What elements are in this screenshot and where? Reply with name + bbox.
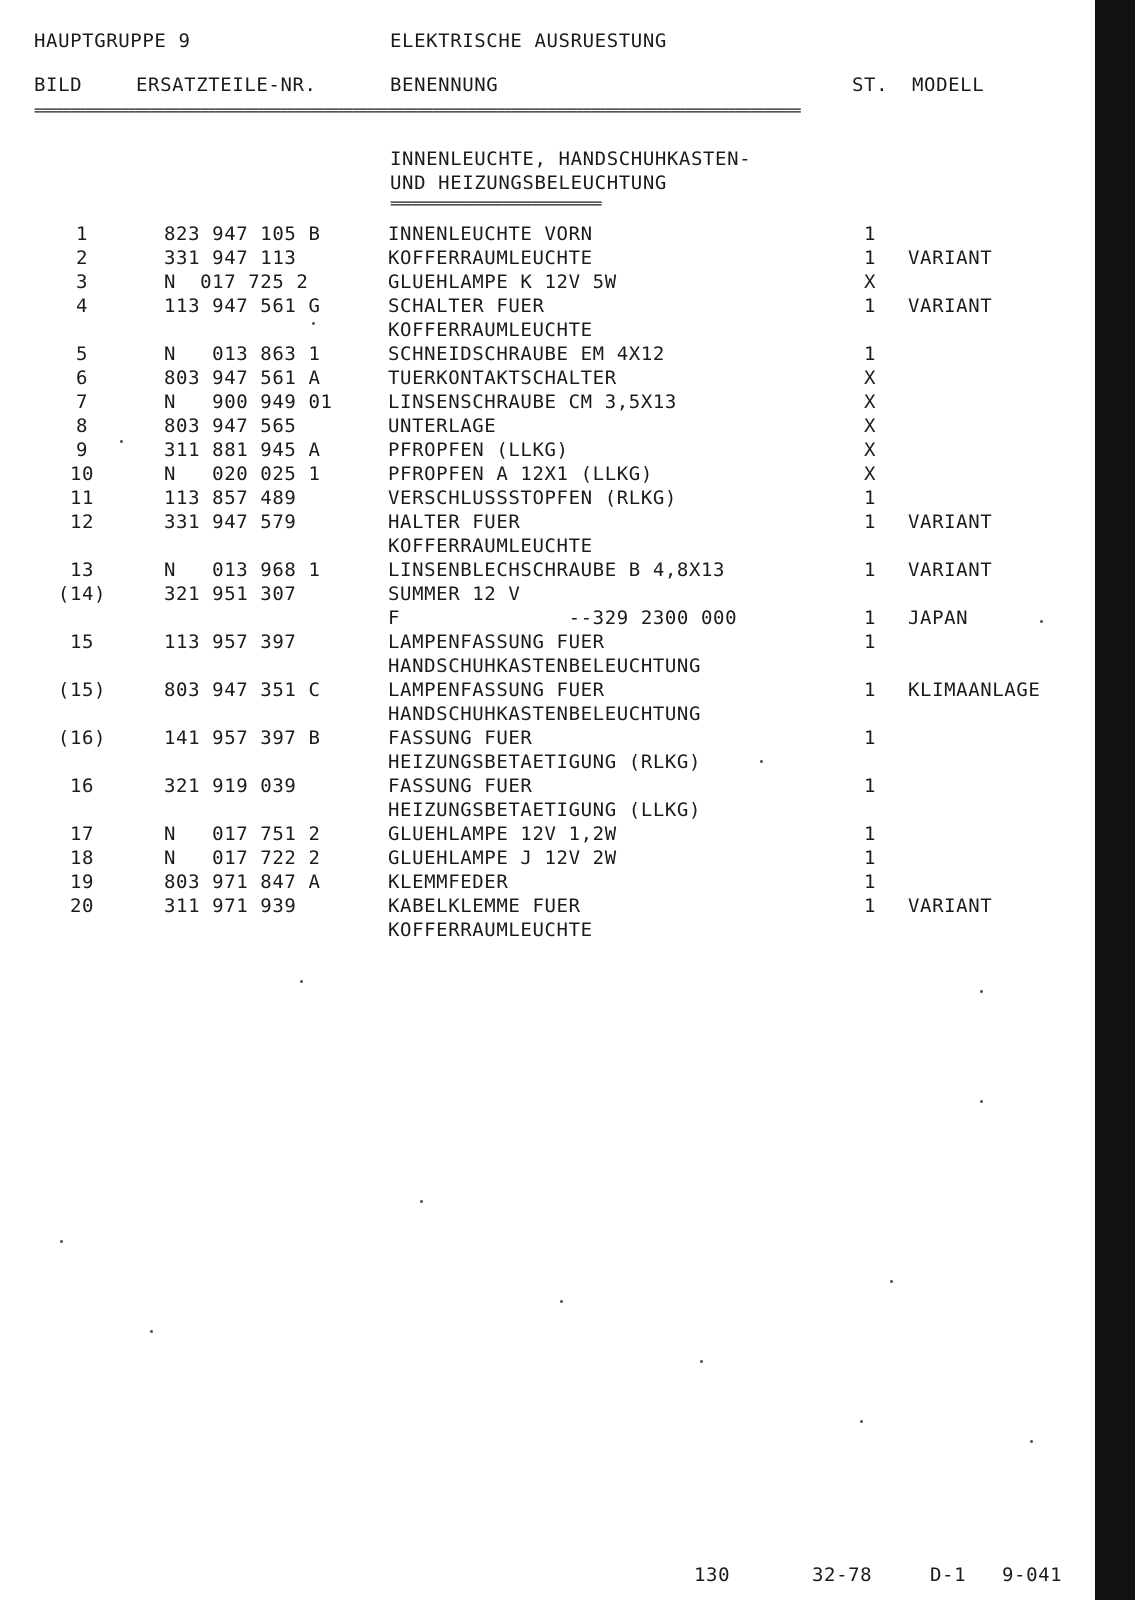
row-quantity: X: [863, 439, 877, 461]
row-bild: 15: [69, 631, 95, 653]
header-divider: ==========================================================================================================: [34, 107, 801, 115]
row-model: JAPAN: [908, 607, 969, 629]
row-bild: 9: [75, 439, 89, 461]
row-part-number: 311 881 945 A: [164, 439, 321, 461]
row-description: VERSCHLUSSSTOPFEN (RLKG): [388, 487, 677, 509]
row-part-number: 321 919 039: [164, 775, 297, 797]
table-row: [0, 510, 1095, 558]
scan-speck: [120, 440, 123, 443]
row-model: VARIANT: [908, 247, 993, 269]
table-row: [0, 774, 1095, 822]
row-quantity: X: [863, 367, 877, 389]
row-bild: 19: [69, 871, 95, 893]
row-quantity: X: [863, 271, 877, 293]
row-bild: 4: [75, 295, 89, 317]
row-description: LAMPENFASSUNG FUER HANDSCHUHKASTENBELEUCHTUNG: [388, 631, 702, 677]
scan-speck: [890, 1280, 893, 1283]
row-description: FASSUNG FUER HEIZUNGSBETAETIGUNG (LLKG): [388, 775, 702, 821]
row-part-number: 311 971 939: [164, 895, 297, 917]
row-description: FASSUNG FUER HEIZUNGSBETAETIGUNG (RLKG): [388, 727, 702, 773]
scan-speck: [420, 1200, 423, 1203]
row-quantity: X: [863, 391, 877, 413]
row-bild: (15): [57, 679, 107, 701]
table-row: [0, 630, 1095, 678]
scan-speck: [980, 1100, 983, 1103]
row-description: UNTERLAGE: [388, 415, 497, 437]
row-quantity: 1: [863, 487, 877, 509]
table-row: [0, 294, 1095, 342]
row-part-number: 113 947 561 G: [164, 295, 321, 317]
row-quantity: 1: [863, 343, 877, 365]
row-part-number: N 017 722 2: [164, 847, 321, 869]
row-description: KOFFERRAUMLEUCHTE: [388, 247, 593, 269]
scan-speck: [312, 322, 315, 325]
row-quantity: 1: [863, 679, 877, 701]
scan-speck: [700, 1360, 703, 1363]
scan-speck: [60, 1240, 63, 1243]
row-bild: 6: [75, 367, 89, 389]
row-description: GLUEHLAMPE J 12V 2W: [388, 847, 617, 869]
col-header-model: MODELL: [912, 74, 985, 96]
row-description: LAMPENFASSUNG FUER HANDSCHUHKASTENBELEUCHTUNG: [388, 679, 702, 725]
row-bild: 13: [69, 559, 95, 581]
row-part-number: 331 947 113: [164, 247, 297, 269]
scan-speck: [860, 1420, 863, 1423]
row-part-number: N 020 025 1: [164, 463, 321, 485]
row-part-number: N 017 725 2: [164, 271, 309, 293]
col-header-part-no: ERSATZTEILE-NR.: [136, 74, 317, 96]
table-row: [0, 726, 1095, 774]
row-part-number: N 013 863 1: [164, 343, 321, 365]
footer-sheet: 9-041: [1002, 1564, 1063, 1586]
row-quantity: 1: [863, 823, 877, 845]
row-quantity: 1: [863, 871, 877, 893]
row-quantity: X: [863, 415, 877, 437]
row-bild: 17: [69, 823, 95, 845]
row-model: VARIANT: [908, 895, 993, 917]
row-model: VARIANT: [908, 511, 993, 533]
row-description: KLEMMFEDER: [388, 871, 509, 893]
col-header-qty: ST.: [852, 74, 889, 96]
scan-speck: [560, 1300, 563, 1303]
row-quantity: 1: [863, 559, 877, 581]
scan-speck: [1030, 1440, 1033, 1443]
row-bild: 1: [75, 223, 89, 245]
row-description: PFROPFEN A 12X1 (LLKG): [388, 463, 653, 485]
row-description: SCHALTER FUER KOFFERRAUMLEUCHTE: [388, 295, 593, 341]
row-model: VARIANT: [908, 295, 993, 317]
row-description: HALTER FUER KOFFERRAUMLEUCHTE: [388, 511, 593, 557]
row-quantity: 1: [863, 223, 877, 245]
scan-speck: [980, 990, 983, 993]
row-quantity: 1: [863, 511, 877, 533]
row-bild: 10: [69, 463, 95, 485]
row-description: TUERKONTAKTSCHALTER: [388, 367, 617, 389]
row-bild: 3: [75, 271, 89, 293]
group-label: HAUPTGRUPPE 9: [34, 30, 191, 52]
footer-code: 32-78: [812, 1564, 873, 1586]
row-quantity: 1: [863, 295, 877, 317]
row-description: PFROPFEN (LLKG): [388, 439, 569, 461]
row-bild: 5: [75, 343, 89, 365]
scan-speck: [150, 1330, 153, 1333]
row-part-number: 823 947 105 B: [164, 223, 321, 245]
scan-speck: [1040, 620, 1043, 623]
section-underline: ==============================: [390, 200, 601, 208]
row-quantity: 1: [863, 727, 877, 749]
row-bild: 18: [69, 847, 95, 869]
table-row: [0, 678, 1095, 726]
row-part-number: 141 957 397 B: [164, 727, 321, 749]
row-description: SUMMER 12 V F --329 2300 000: [388, 583, 738, 629]
row-quantity: X: [863, 463, 877, 485]
row-description: INNENLEUCHTE VORN: [388, 223, 593, 245]
row-bild: 2: [75, 247, 89, 269]
row-model: VARIANT: [908, 559, 993, 581]
row-quantity: 1: [863, 607, 877, 629]
footer-ref: D-1: [930, 1564, 967, 1586]
row-bild: 12: [69, 511, 95, 533]
row-bild: (16): [57, 727, 107, 749]
row-quantity: 1: [863, 895, 877, 917]
section-title-line-2: UND HEIZUNGSBELEUCHTUNG: [390, 172, 667, 194]
row-bild: 7: [75, 391, 89, 413]
row-part-number: 331 947 579: [164, 511, 297, 533]
row-description: LINSENSCHRAUBE CM 3,5X13: [388, 391, 677, 413]
row-part-number: 803 947 565: [164, 415, 297, 437]
row-quantity: 1: [863, 247, 877, 269]
table-row: [0, 582, 1095, 630]
row-quantity: 1: [863, 631, 877, 653]
page-title: ELEKTRISCHE AUSRUESTUNG: [390, 30, 667, 52]
row-bild: 11: [69, 487, 95, 509]
row-description: KABELKLEMME FUER KOFFERRAUMLEUCHTE: [388, 895, 593, 941]
row-part-number: 803 947 561 A: [164, 367, 321, 389]
row-description: GLUEHLAMPE K 12V 5W: [388, 271, 617, 293]
col-header-name: BENENNUNG: [390, 74, 499, 96]
row-bild: 16: [69, 775, 95, 797]
row-part-number: N 013 968 1: [164, 559, 321, 581]
row-part-number: 803 947 351 C: [164, 679, 321, 701]
scan-edge: [1095, 0, 1135, 1600]
row-part-number: 803 971 847 A: [164, 871, 321, 893]
row-quantity: 1: [863, 775, 877, 797]
row-description: SCHNEIDSCHRAUBE EM 4X12: [388, 343, 665, 365]
footer-page-number: 130: [694, 1564, 731, 1586]
row-part-number: 321 951 307: [164, 583, 297, 605]
row-bild: (14): [57, 583, 107, 605]
section-title-line-1: INNENLEUCHTE, HANDSCHUHKASTEN-: [390, 148, 752, 170]
row-part-number: N 900 949 01: [164, 391, 333, 413]
row-description: LINSENBLECHSCHRAUBE B 4,8X13: [388, 559, 726, 581]
col-header-bild: BILD: [34, 74, 83, 96]
row-model: KLIMAANLAGE: [908, 679, 1041, 701]
row-quantity: 1: [863, 847, 877, 869]
row-bild: 8: [75, 415, 89, 437]
table-row: [0, 894, 1095, 942]
row-part-number: N 017 751 2: [164, 823, 321, 845]
row-part-number: 113 857 489: [164, 487, 297, 509]
scan-speck: [300, 980, 303, 983]
row-part-number: 113 957 397: [164, 631, 297, 653]
row-description: GLUEHLAMPE 12V 1,2W: [388, 823, 617, 845]
row-bild: 20: [69, 895, 95, 917]
scan-speck: [760, 760, 763, 763]
